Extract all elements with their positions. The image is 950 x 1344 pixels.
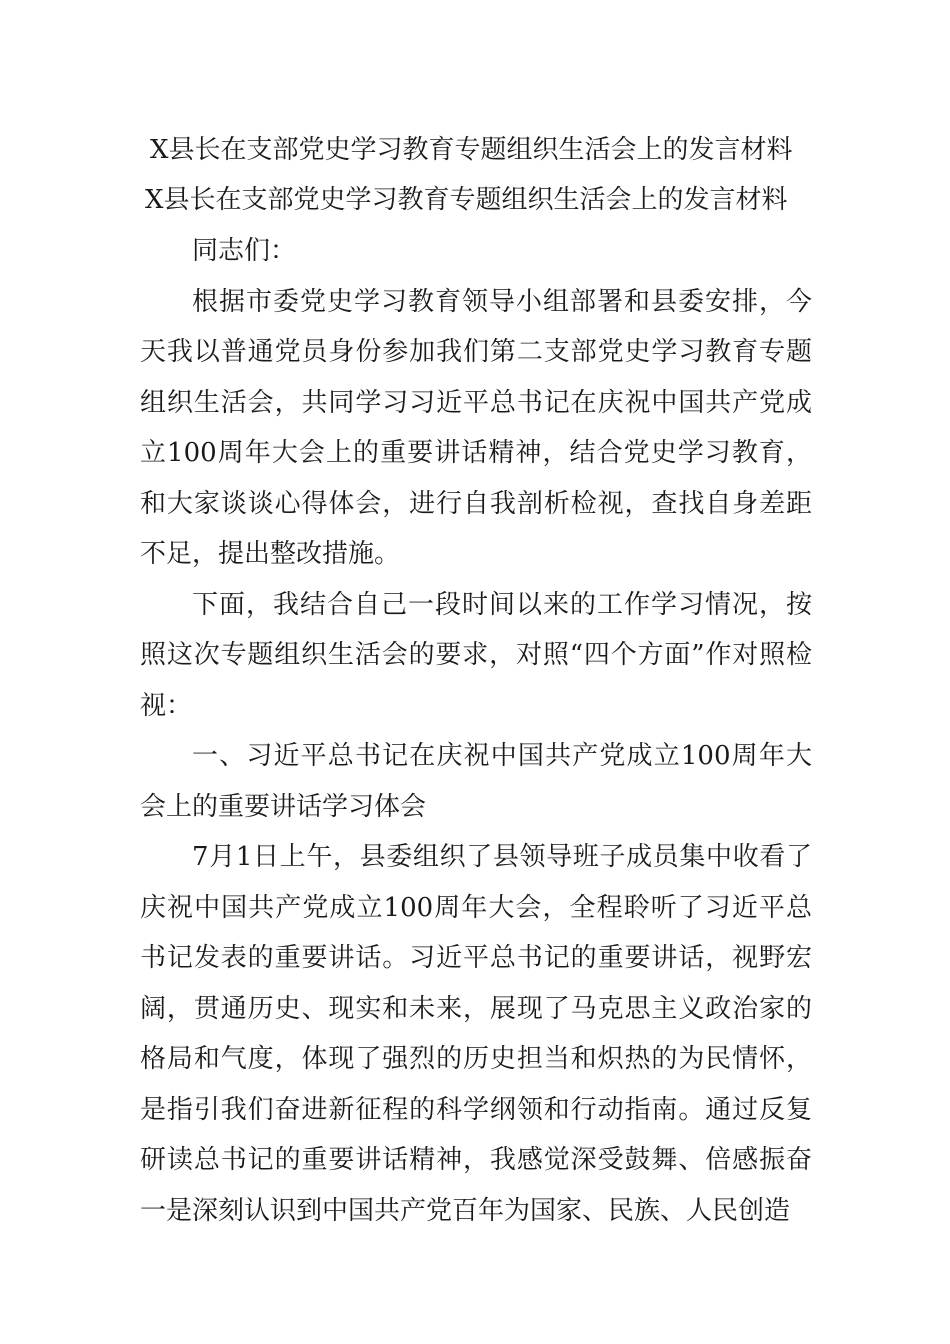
document-title: X县长在支部党史学习教育专题组织生活会上的发言材料 [150, 135, 793, 165]
document-title-repeat: X县长在支部党史学习教育专题组织生活会上的发言材料 [145, 185, 788, 215]
paragraph-outline: 下面，我结合自己一段时间以来的工作学习情况，按照这次专题组织生活会的要求，对照“四个方面”作对照检视： [140, 589, 812, 721]
paragraph-intro: 根据市委党史学习教育领导小组部署和县委安排，今天我以普通党员身份参加我们第二支部党史学习教育专题组织生活会，共同学习习近平总书记在庆祝中国共产党成立100周年大会上的重要讲话精神，结合党史学习教育，和大家谈谈心得体会，进行自我剖析检视，查找自身差距不足，提出整改措施。 [140, 286, 812, 569]
document-body [140, 226, 812, 1236]
greeting: 同志们： [192, 236, 297, 266]
paragraph-section-1: 7月1日上午，县委组织了县领导班子成员集中收看了庆祝中国共产党成立100周年大会，全程聆听了习近平总书记发表的重要讲话。习近平总书记的重要讲话，视野宏阔，贯通历史、现实和未来，展现了马克思主义政治家的格局和气度，体现了强烈的历史担当和炽热的为民情怀，是指引我们奋进新征程的科学纲领和行动指南。通过反复研读总书记的重要讲话精神，我感觉深受鼓舞、倍感振奋一是深刻认识到中国共产党百年为国家、民族、人民创造 [140, 842, 812, 1226]
section-heading-1: 一、习近平总书记在庆祝中国共产党成立100周年大会上的重要讲话学习体会 [140, 741, 812, 822]
